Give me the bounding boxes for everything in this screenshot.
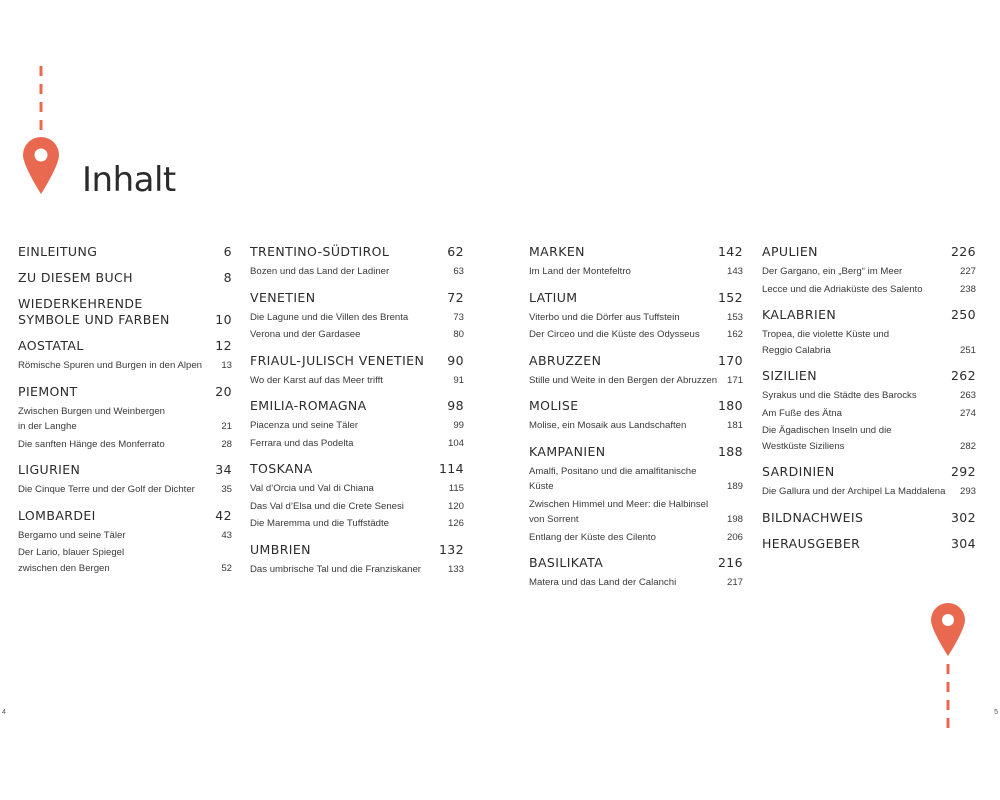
entry-page-number: 126: [447, 518, 464, 529]
toc-column-2: [250, 244, 464, 587]
section-heading: [18, 384, 232, 400]
toc-section: [762, 510, 976, 526]
section-heading: [762, 307, 976, 323]
toc-entry: [529, 310, 743, 326]
toc-entry: [18, 528, 232, 544]
entry-page-number: 43: [221, 529, 232, 541]
section-heading: [762, 536, 976, 552]
toc-section: [250, 398, 464, 451]
entry-title: Wo der Karst auf das Meer trifft: [250, 374, 383, 386]
toc-entry: [762, 423, 976, 454]
section-page-number: 62: [447, 244, 464, 259]
section-title: ABRUZZEN: [529, 352, 602, 368]
toc-entry: [762, 282, 976, 298]
section-title: BILDNACHWEIS: [762, 509, 864, 525]
section-heading: [250, 398, 464, 414]
entry-title: Val d’Orcia und Val di Chiana: [250, 483, 374, 494]
entry-page-number: 263: [959, 390, 976, 401]
section-heading: [250, 290, 464, 306]
entry-page-number: 153: [726, 311, 743, 323]
section-page-number: 226: [950, 244, 976, 259]
section-title: FRIAUL-JULISCH VENETIEN: [250, 352, 425, 368]
section-title: UMBRIEN: [250, 541, 311, 557]
toc-entry: [250, 499, 464, 515]
section-title: PIEMONT: [18, 383, 78, 399]
section-heading: [250, 244, 464, 260]
entry-page-number: 13: [221, 360, 232, 371]
entry-page-number: 52: [221, 562, 232, 574]
map-pin-icon: [20, 62, 62, 196]
section-title: LATIUM: [529, 289, 578, 305]
entry-page-number: 227: [959, 266, 976, 277]
toc-entry: [762, 484, 976, 500]
section-heading: [18, 338, 232, 354]
toc-entry: [250, 327, 464, 343]
page-number-right: 5: [994, 709, 998, 716]
toc-entry: [529, 575, 743, 591]
toc-entry: [250, 310, 464, 326]
entry-title: Römische Spuren und Burgen in den Alpen: [18, 360, 203, 371]
toc-section: [762, 536, 976, 552]
toc-section: [18, 338, 232, 374]
section-title: KAMPANIEN: [529, 443, 606, 459]
toc-section: [18, 462, 232, 498]
entry-title: Piacenza und seine Täler: [250, 420, 359, 431]
section-page-number: 34: [215, 462, 232, 477]
entry-title: Molise, ein Mosaik aus Landschaften: [529, 420, 687, 431]
entry-page-number: 28: [221, 438, 232, 450]
entry-page-number: 99: [453, 420, 464, 431]
entry-title: Die Ägadischen Inseln und die Westküste Siziliens: [762, 425, 892, 452]
entry-page-number: 133: [447, 563, 464, 575]
section-heading: [529, 353, 743, 369]
section-title: WIEDERKEHRENDE SYMBOLE UND FARBEN: [18, 296, 170, 327]
section-page-number: 292: [950, 464, 976, 479]
entry-title: Syrakus und die Städte des Barocks: [762, 390, 917, 401]
toc-column-3: [529, 244, 743, 601]
entry-page-number: 171: [726, 374, 743, 386]
section-title: ZU DIESEM BUCH: [18, 270, 133, 285]
page-number-left: 4: [2, 709, 6, 716]
section-title: KALABRIEN: [762, 307, 837, 322]
entry-page-number: 120: [447, 500, 464, 512]
section-page-number: 302: [950, 509, 976, 525]
toc-section: [18, 270, 232, 286]
entry-title: Bozen und das Land der Ladiner: [250, 266, 390, 277]
entry-title: Verona und der Gardasee: [250, 329, 361, 340]
section-page-number: 90: [447, 352, 464, 368]
toc-entry: [250, 373, 464, 389]
entry-page-number: 162: [726, 329, 743, 340]
section-title: BASILIKATA: [529, 555, 604, 570]
toc-entry: [250, 562, 464, 578]
toc-section: [18, 244, 232, 260]
toc-column-4: [762, 244, 976, 562]
toc-entry: [250, 436, 464, 452]
section-heading: [529, 555, 743, 571]
entry-page-number: 104: [447, 437, 464, 449]
toc-section: [529, 353, 743, 389]
toc-entry: [762, 388, 976, 404]
toc-entry: [762, 327, 976, 358]
toc-section: [762, 464, 976, 500]
section-heading: [529, 244, 743, 260]
entry-title: Die Lagune und die Villen des Brenta: [250, 311, 409, 323]
entry-title: Das umbrische Tal und die Franziskaner: [250, 563, 421, 575]
section-title: APULIEN: [762, 244, 818, 259]
toc-entry: [529, 327, 743, 343]
section-title: TOSKANA: [250, 461, 313, 476]
section-heading: [762, 510, 976, 526]
section-page-number: 42: [215, 507, 232, 523]
entry-page-number: 63: [453, 266, 464, 277]
section-page-number: 132: [438, 541, 464, 557]
entry-page-number: 198: [726, 514, 743, 525]
toc-section: [18, 508, 232, 577]
section-page-number: 188: [717, 443, 743, 459]
section-title: LIGURIEN: [18, 462, 81, 477]
toc-section: [250, 290, 464, 343]
entry-title: Der Circeo und die Küste des Odysseus: [529, 329, 700, 340]
section-heading: [18, 244, 232, 260]
section-heading: [529, 398, 743, 414]
toc-entry: [18, 545, 232, 576]
entry-title: Das Val d’Elsa und die Crete Senesi: [250, 500, 404, 512]
entry-page-number: 189: [726, 481, 743, 492]
entry-title: Zwischen Himmel und Meer: die Halbinsel von Sorrent: [529, 498, 709, 525]
entry-page-number: 80: [453, 329, 464, 340]
entry-title: Am Fuße des Ätna: [762, 407, 842, 419]
entry-page-number: 274: [959, 407, 976, 419]
entry-title: Bergamo und seine Täler: [18, 529, 126, 541]
section-title: SARDINIEN: [762, 464, 835, 479]
entry-title: Die Gallura und der Archipel La Maddalena: [762, 486, 946, 497]
section-page-number: 152: [717, 289, 743, 305]
toc-section: [529, 244, 743, 280]
toc-entry: [18, 437, 232, 453]
entry-title: Die sanften Hänge des Monferrato: [18, 438, 165, 450]
section-page-number: 250: [950, 307, 976, 322]
toc-section: [250, 461, 464, 532]
toc-section: [529, 444, 743, 546]
section-title: MARKEN: [529, 244, 585, 259]
page-title: Inhalt: [82, 160, 176, 200]
section-page-number: 170: [717, 352, 743, 368]
section-heading: [762, 244, 976, 260]
section-title: AOSTATAL: [18, 338, 84, 353]
section-page-number: 72: [447, 289, 464, 305]
toc-section: [250, 244, 464, 280]
section-title: EMILIA-ROMAGNA: [250, 398, 367, 413]
section-title: LOMBARDEI: [18, 507, 96, 523]
entry-page-number: 115: [448, 483, 464, 494]
entry-page-number: 143: [726, 266, 743, 277]
section-heading: [762, 368, 976, 384]
entry-title: Der Lario, blauer Spiegel zwischen den Bergen: [18, 547, 125, 574]
entry-title: Viterbo und die Dörfer aus Tuffstein: [529, 311, 680, 323]
toc-entry: [529, 530, 743, 546]
section-title: MOLISE: [529, 398, 579, 413]
section-heading: [18, 296, 232, 328]
section-title: VENETIEN: [250, 289, 316, 305]
section-heading: [250, 353, 464, 369]
toc-entry: [529, 497, 743, 528]
entry-title: Matera und das Land der Calanchi: [529, 577, 677, 588]
toc-section: [529, 398, 743, 434]
entry-page-number: 35: [221, 484, 232, 495]
entry-title: Die Cinque Terre und der Golf der Dichter: [18, 484, 195, 495]
toc-section: [529, 290, 743, 343]
entry-title: Im Land der Montefeltro: [529, 266, 631, 277]
section-page-number: 114: [438, 461, 464, 476]
map-pin-icon: [928, 602, 968, 734]
toc-entry: [529, 264, 743, 280]
toc-column-1: [18, 244, 232, 586]
section-page-number: 304: [950, 535, 976, 551]
section-page-number: 216: [717, 555, 743, 570]
toc-section: [250, 542, 464, 578]
section-heading: [18, 462, 232, 478]
toc-section: [762, 368, 976, 454]
entry-title: Entlang der Küste des Cilento: [529, 531, 656, 543]
toc-section: [529, 555, 743, 591]
section-heading: [18, 508, 232, 524]
entry-title: Der Gargano, ein „Berg“ im Meer: [762, 266, 903, 277]
section-title: HERAUSGEBER: [762, 535, 861, 551]
toc-entry: [250, 481, 464, 497]
section-title: EINLEITUNG: [18, 244, 98, 259]
section-heading: [18, 270, 232, 286]
entry-page-number: 238: [959, 283, 976, 295]
toc-section: [18, 296, 232, 328]
section-heading: [250, 542, 464, 558]
section-page-number: 6: [223, 244, 232, 259]
entry-page-number: 251: [959, 344, 976, 356]
entry-title: Ferrara und das Podelta: [250, 437, 354, 449]
toc-entry: [529, 418, 743, 434]
toc-entry: [529, 373, 743, 389]
entry-page-number: 91: [453, 374, 464, 386]
toc-entry: [18, 358, 232, 374]
entry-page-number: 282: [959, 440, 976, 452]
toc-entry: [762, 406, 976, 422]
section-page-number: 20: [215, 383, 232, 399]
entry-title: Die Maremma und die Tuffstädte: [250, 518, 390, 529]
entry-page-number: 181: [726, 420, 743, 431]
section-heading: [250, 461, 464, 477]
entry-title: Stille und Weite in den Bergen der Abruzzen: [529, 374, 718, 386]
toc-entry: [18, 482, 232, 498]
toc-section: [18, 384, 232, 453]
toc-entry: [18, 404, 232, 435]
entry-page-number: 73: [453, 311, 464, 323]
entry-page-number: 217: [726, 577, 743, 588]
section-page-number: 262: [950, 368, 976, 383]
toc-entry: [762, 264, 976, 280]
section-heading: [529, 290, 743, 306]
toc-section: [762, 307, 976, 358]
section-heading: [529, 444, 743, 460]
section-title: SIZILIEN: [762, 368, 817, 383]
entry-title: Amalfi, Positano und die amalfitanische Küste: [529, 465, 697, 492]
toc-section: [762, 244, 976, 297]
section-title: TRENTINO-SÜDTIROL: [250, 244, 390, 259]
section-page-number: 10: [215, 312, 232, 327]
section-page-number: 8: [223, 270, 232, 285]
section-page-number: 142: [717, 244, 743, 259]
toc-section: [250, 353, 464, 389]
entry-page-number: 21: [221, 421, 232, 432]
entry-page-number: 293: [959, 486, 976, 497]
entry-page-number: 206: [726, 531, 743, 543]
section-page-number: 12: [215, 338, 232, 353]
toc-entry: [529, 464, 743, 495]
toc-entry: [250, 264, 464, 280]
toc-entry: [250, 418, 464, 434]
entry-title: Lecce und die Adriaküste des Salento: [762, 283, 923, 295]
section-page-number: 98: [447, 398, 464, 413]
entry-title: Zwischen Burgen und Weinbergen in der Langhe: [18, 405, 166, 432]
section-page-number: 180: [717, 398, 743, 413]
section-heading: [762, 464, 976, 480]
entry-title: Tropea, die violette Küste und Reggio Calabria: [762, 329, 890, 356]
toc-entry: [250, 516, 464, 532]
